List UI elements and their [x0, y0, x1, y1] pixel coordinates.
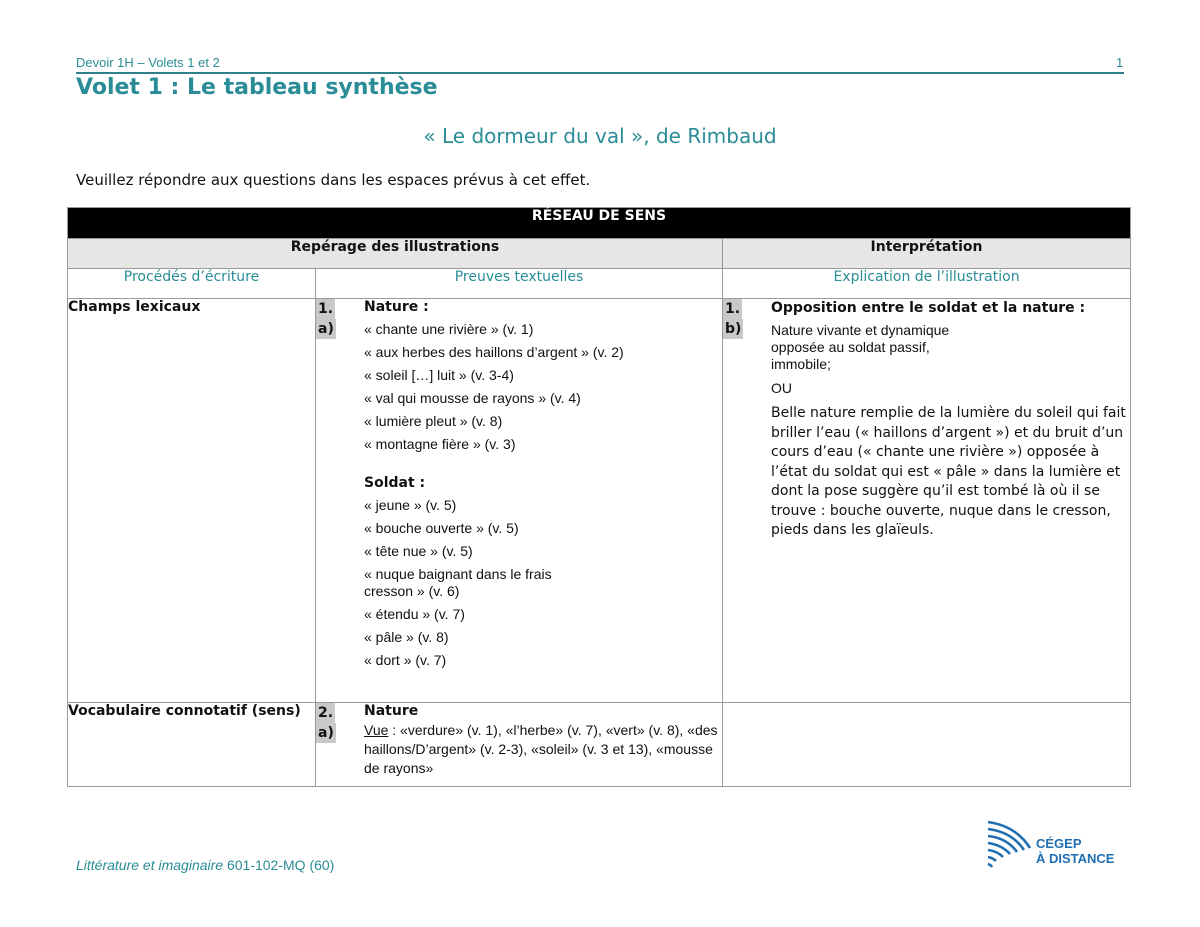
- row2-evidence-cell[interactable]: [316, 703, 723, 787]
- row2-explanation-cell[interactable]: [723, 703, 1131, 787]
- list-item: « tête nue » (v. 5): [364, 543, 473, 559]
- row2-label-cell: [68, 703, 316, 787]
- list-item: « étendu » (v. 7): [364, 606, 465, 622]
- list-item: « nuque baignant dans le frais cresson » (v. 6): [364, 566, 552, 599]
- col-preuves: Preuves textuelles: [316, 269, 723, 299]
- section-interpretation: Interprétation: [723, 239, 1131, 269]
- course-name: Littérature et imaginaire: [76, 857, 224, 873]
- vue-label: Vue: [364, 722, 389, 738]
- logo-line-1: CÉGEP: [1036, 836, 1082, 851]
- list-item: « montagne fière » (v. 3): [364, 436, 516, 452]
- explanation-heading: Opposition entre le soldat et la nature :: [771, 300, 1086, 316]
- list-item: « chante une rivière » (v. 1): [364, 321, 534, 337]
- row2-number: 2. a): [318, 705, 334, 741]
- list-item: « val qui mousse de rayons » (v. 4): [364, 390, 581, 406]
- row1-explanation: [771, 299, 1130, 541]
- row2-nature-heading: Nature: [364, 703, 419, 719]
- intro-text: Veuillez répondre aux questions dans les espaces prévus à cet effet.: [76, 171, 591, 189]
- table-column-header-row: [68, 269, 1131, 299]
- page-subtitle: « Le dormeur du val », de Rimbaud: [423, 124, 777, 148]
- table-top-header-row: [68, 208, 1131, 239]
- table-section-row: [68, 239, 1131, 269]
- table-row: [68, 703, 1131, 787]
- synthesis-table: [67, 207, 1131, 787]
- list-item: « lumière pleut » (v. 8): [364, 413, 503, 429]
- cegep-logo-text: [1036, 836, 1114, 866]
- list-item: « soleil […] luit » (v. 3-4): [364, 367, 514, 383]
- explanation-paragraph-1: Nature vivante et dynamique opposée au soldat passif, immobile;: [771, 322, 950, 372]
- course-code: 601-102-MQ (60): [223, 857, 335, 873]
- list-item: « pâle » (v. 8): [364, 629, 449, 645]
- row1-evidence-cell[interactable]: [316, 299, 723, 703]
- footer-course: [76, 857, 334, 873]
- row1-number: 1. a): [318, 301, 334, 337]
- header-rule: [76, 72, 1124, 74]
- vue-text: : «verdure» (v. 1), «l’herbe» (v. 7), «vert» (v. 8), «des haillons/D’argent» (v. 2-3), «soleil» (v. 3 et 13), «mousse de rayons»: [364, 722, 718, 776]
- row1-explanation-cell[interactable]: [723, 299, 1131, 703]
- list-item: « jeune » (v. 5): [364, 497, 457, 513]
- list-item: « bouche ouverte » (v. 5): [364, 520, 519, 536]
- section-reperage: Repérage des illustrations: [68, 239, 723, 269]
- row1-label-cell: [68, 299, 316, 703]
- row1-evidence-list: [364, 299, 722, 675]
- row1-expl-number: 1. b): [725, 301, 742, 337]
- table-row: [68, 299, 1131, 703]
- list-item: « aux herbes des haillons d’argent » (v. 2): [364, 344, 624, 360]
- row2-evidence: [364, 703, 722, 778]
- soldat-heading: Soldat :: [364, 475, 426, 491]
- logo-line-2: À DISTANCE: [1036, 851, 1115, 866]
- row2-label: Vocabulaire connotatif (sens): [68, 703, 301, 719]
- row2-vue-line: [364, 721, 722, 778]
- col-procedes: Procédés d’écriture: [68, 269, 316, 299]
- nature-heading: Nature :: [364, 299, 429, 315]
- header-page-number: 1: [1116, 55, 1124, 70]
- col-explication: Explication de l’illustration: [723, 269, 1131, 299]
- page-title: Volet 1 : Le tableau synthèse: [76, 75, 438, 100]
- row1-label: Champs lexicaux: [68, 299, 201, 315]
- explanation-paragraph-2: Belle nature remplie de la lumière du soleil qui fait briller l’eau (« haillons d’argent ») et du bruit d’un cours d’eau (« chante une rivière ») opposée à l’état du soldat qui est « pâle » dans la lumière et dont la pose suggère qu’il est tombé là où il se trouve : bouche ouverte, nuque dans le cresson, pieds dans les glaïeuls.: [771, 405, 1126, 538]
- explanation-or: OU: [771, 380, 792, 396]
- table-top-header: RÉSEAU DE SENS: [68, 208, 1131, 239]
- header-doc-label: Devoir 1H – Volets 1 et 2: [76, 55, 220, 70]
- list-item: « dort » (v. 7): [364, 652, 447, 668]
